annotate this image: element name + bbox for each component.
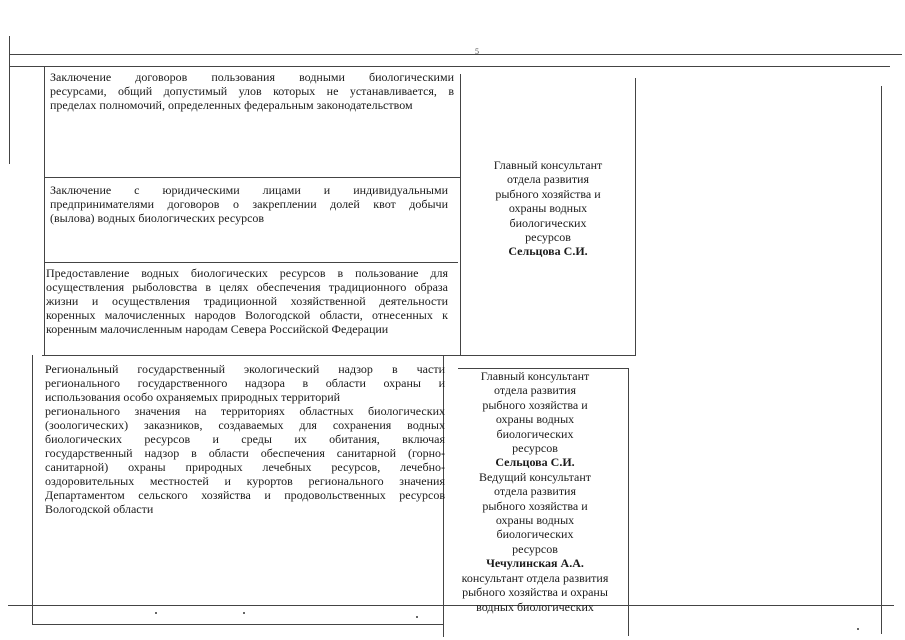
responsible-group-2 bbox=[445, 369, 625, 614]
responsible-name: Чечулинская А.А. bbox=[486, 556, 584, 571]
resp-column-right-border bbox=[635, 78, 636, 356]
row-1-bottom-border bbox=[44, 177, 460, 178]
table-left-border-upper bbox=[44, 66, 45, 356]
table-bottom-border bbox=[32, 624, 444, 625]
responsible-entry: Главный консультант отдела развития рыбного хозяйства и охраны водных биологических ресурсов Сельцова С.И. bbox=[445, 369, 625, 470]
responsible-name: Сельцова С.И. bbox=[508, 244, 588, 259]
scan-speck bbox=[243, 612, 245, 614]
function-text-row-3: Предоставление водных биологических ресурсов в пользование для осуществления рыболовства в целях обеспечения традиционного образа жизни и осуществления традиционной хозяйственной деятельности коренных малочисленных народов Вологодской области, отнесенных к коренным малочисленным народам Севера Российской Федерации bbox=[46, 266, 448, 336]
scan-speck bbox=[155, 612, 157, 614]
responsible-entry: консультант отдела развития рыбного хозяйства и охраны водных биологических bbox=[461, 570, 609, 614]
row-2-bottom-border bbox=[44, 262, 458, 263]
function-text-row-4: Региональный государственный экологический надзор в части регионального государственного надзора в области охраны и использования особо охраняемых природных территорий регионального значения на территориях областных биологических (зоологических) заказников, создаваемых для сохранения водных биологических ресурсов и среды их обитания, включая государственный надзор в области обеспечения санитарной (горно- санитарной) охраны природных лечебных ресурсов, лечебно- оздоровительных местностей и курортов регионального значения Департаментом сельского хозяйства и продовольственных ресурсов Вологодской области bbox=[45, 362, 445, 516]
table-right-border bbox=[881, 86, 882, 634]
scan-speck bbox=[416, 616, 418, 618]
function-text-row-2: Заключение с юридическими лицами и индивидуальными предпринимателями договоров о закреплении долей квот добычи (вылова) водных биологических ресурсов bbox=[50, 183, 448, 225]
responsible-entry: Ведущий консультант отдела развития рыбного хозяйства и охраны водных биологических ресурсов Чечулинская А.А. bbox=[445, 470, 625, 571]
left-margin-line bbox=[9, 36, 10, 164]
row-3-bottom-border bbox=[42, 355, 635, 356]
responsible-group-1: Главный консультант отдела развития рыбного хозяйства и охраны водных биологических ресурсов Сельцова С.И. bbox=[462, 158, 634, 259]
column-divider-upper bbox=[460, 74, 461, 356]
page-number: 5 bbox=[475, 47, 479, 56]
table-left-border-lower bbox=[32, 355, 33, 625]
resp-column-right-border-lower bbox=[628, 368, 629, 636]
function-text-row-1: Заключение договоров пользования водными биологическими ресурсами, общий допустимый улов которых не устанавливается, в пределах полномочий, определенных федеральным законодательством bbox=[50, 70, 454, 112]
table-top-border bbox=[10, 66, 890, 67]
responsible-name: Сельцова С.И. bbox=[495, 455, 575, 470]
top-rule bbox=[10, 54, 902, 55]
scan-speck bbox=[857, 628, 859, 630]
